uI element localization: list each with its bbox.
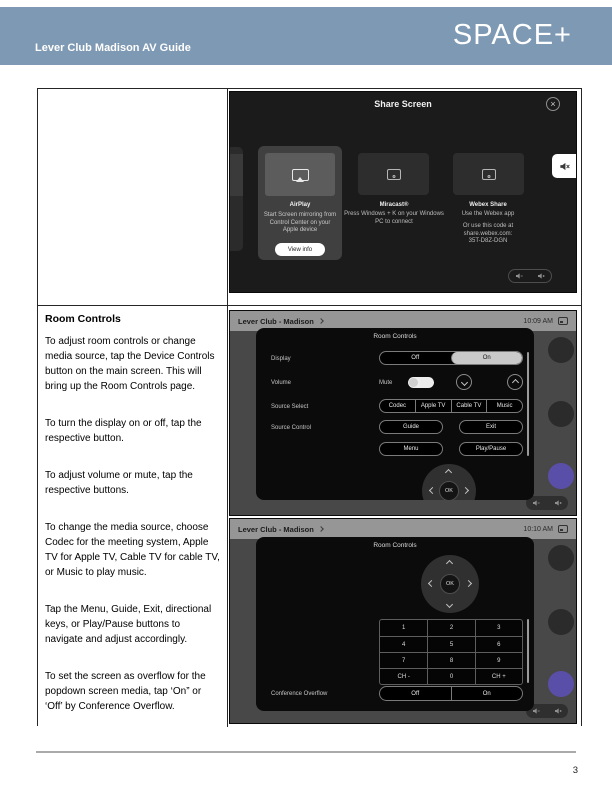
volume-label: Volume xyxy=(271,380,292,386)
volume-down-icon[interactable] xyxy=(532,499,540,507)
device-controls-button[interactable] xyxy=(548,463,574,489)
volume-down-icon[interactable] xyxy=(515,272,523,280)
volume-up-button[interactable] xyxy=(507,374,523,390)
display-off-button[interactable]: Off xyxy=(411,355,420,361)
dpad-up-icon[interactable] xyxy=(446,560,453,567)
key-0[interactable]: 0 xyxy=(427,668,474,684)
footer-divider xyxy=(36,751,576,753)
volume-up-icon[interactable] xyxy=(537,272,545,280)
webex-code-instruction: Or use this code at share.webex.com: xyxy=(462,223,514,237)
instruction-paragraph: To change the media source, choose Codec for the meeting system, Apple TV for Apple TV, Cable TV for cable TV, or Music to play music. xyxy=(45,522,220,578)
screenshot-room-controls-1 xyxy=(229,310,577,516)
directional-pad[interactable] xyxy=(422,464,476,500)
ok-label: OK xyxy=(446,581,454,587)
display-on-button[interactable]: On xyxy=(451,352,523,364)
table-cell-share-screenshot xyxy=(228,89,581,306)
mute-tab-button[interactable] xyxy=(552,154,576,178)
source-select-group xyxy=(379,399,523,413)
document-title: Lever Club Madison AV Guide xyxy=(35,42,191,54)
volume-controls[interactable] xyxy=(508,269,552,283)
instruction-paragraph: To adjust volume or mute, tap the respective buttons. xyxy=(45,470,193,496)
miracast-icon xyxy=(387,169,401,180)
breadcrumb-chevron-icon xyxy=(318,526,324,532)
instruction-paragraph: To turn the display on or off, tap the respective button. xyxy=(45,418,202,444)
ok-label: OK xyxy=(445,488,453,494)
key-1[interactable]: 1 xyxy=(401,625,406,631)
conference-overflow-control xyxy=(379,686,523,701)
key-5[interactable]: 5 xyxy=(427,636,474,652)
overflow-on-button[interactable]: On xyxy=(451,687,523,700)
instruction-paragraph: To adjust room controls or change media source, tap the Device Controls button on the main screen. This will bring up the Room Controls page. xyxy=(45,336,215,392)
selfview-icon[interactable] xyxy=(558,525,568,533)
close-button[interactable] xyxy=(546,97,560,111)
background-button xyxy=(548,609,574,635)
background-button xyxy=(548,545,574,571)
webex-share-code: 35T-D8Z-DGN xyxy=(468,238,508,244)
table-cell-empty xyxy=(38,89,228,306)
volume-up-icon[interactable] xyxy=(554,707,562,715)
dpad-up-icon[interactable] xyxy=(445,469,452,476)
key-channel-down[interactable]: CH - xyxy=(380,668,427,684)
display-label: Display xyxy=(271,356,291,362)
key-6[interactable]: 6 xyxy=(475,636,522,652)
device-controls-button[interactable] xyxy=(548,671,574,697)
dpad-left-icon[interactable] xyxy=(428,580,435,587)
background-button xyxy=(548,401,574,427)
room-name[interactable]: Lever Club - Madison xyxy=(238,316,314,326)
mute-toggle[interactable] xyxy=(408,377,434,388)
screenshot-room-controls-2 xyxy=(229,518,577,724)
section-heading: Room Controls xyxy=(45,313,121,325)
share-screen-title: Share Screen xyxy=(374,99,432,109)
key-7[interactable]: 7 xyxy=(380,652,427,668)
background-button xyxy=(548,337,574,363)
breadcrumb-chevron-icon xyxy=(318,318,324,324)
table-cell-instructions xyxy=(38,306,228,727)
clock: 10:09 AM xyxy=(523,317,553,325)
source-control-label: Source Control xyxy=(271,425,312,431)
modal-title: Room Controls xyxy=(373,542,417,549)
room-controls-modal xyxy=(256,328,534,500)
webex-share-description: Use the Webex app xyxy=(461,211,515,217)
dpad-left-icon[interactable] xyxy=(429,487,436,494)
volume-down-button[interactable] xyxy=(456,374,472,390)
header-bar xyxy=(0,7,612,65)
source-codec-button[interactable]: Codec xyxy=(388,403,407,409)
toggle-knob xyxy=(409,378,418,387)
partial-card-icon-area xyxy=(230,154,243,196)
number-keypad xyxy=(379,619,523,685)
source-cable-tv-button[interactable]: Cable TV xyxy=(451,400,487,412)
directional-pad[interactable] xyxy=(421,555,479,613)
display-segmented-control xyxy=(379,351,523,365)
status-bar xyxy=(230,519,576,539)
view-info-button[interactable] xyxy=(275,243,325,256)
page-number: 3 xyxy=(572,765,578,776)
webex-share-icon xyxy=(482,169,496,180)
scrollbar[interactable] xyxy=(527,619,529,683)
key-4[interactable]: 4 xyxy=(380,636,427,652)
room-name[interactable]: Lever Club - Madison xyxy=(238,524,314,534)
airplay-icon-area xyxy=(265,153,335,196)
source-select-label: Source Select xyxy=(271,404,309,410)
miracast-title: Miracast® xyxy=(379,202,409,208)
exit-button[interactable]: Exit xyxy=(459,420,523,434)
dpad-right-icon[interactable] xyxy=(465,580,472,587)
instruction-paragraph: To set the screen as overflow for the popdown screen media, tap ‘On” or ‘Off’ by Conference Overflow. xyxy=(45,671,206,712)
speaker-muted-icon xyxy=(559,161,570,172)
modal-title: Room Controls xyxy=(373,333,417,340)
webex-share-title: Webex Share xyxy=(469,202,507,208)
mute-label: Mute xyxy=(379,380,393,386)
dpad-down-icon[interactable] xyxy=(446,601,453,608)
conference-overflow-label: Conference Overflow xyxy=(271,691,328,697)
source-music-button[interactable]: Music xyxy=(486,400,522,412)
partial-source-card[interactable] xyxy=(230,147,243,251)
close-icon: × xyxy=(550,98,556,109)
instruction-paragraph: Tap the Menu, Guide, Exit, directional keys, or Play/Pause buttons to navigate and adjust accordingly. xyxy=(45,604,212,645)
guide-button[interactable]: Guide xyxy=(379,420,443,434)
clock: 10:10 AM xyxy=(523,525,553,533)
webex-share-card[interactable] xyxy=(453,153,524,195)
menu-button[interactable]: Menu xyxy=(379,442,443,456)
key-3[interactable]: 3 xyxy=(475,620,522,636)
scrollbar[interactable] xyxy=(527,352,529,456)
airplay-description: Start Screen mirroring from Control Center on your Apple device xyxy=(263,212,337,233)
chevron-up-icon xyxy=(511,378,518,385)
view-info-label: View info xyxy=(287,246,313,253)
selfview-icon[interactable] xyxy=(558,317,568,325)
room-controls-modal xyxy=(256,537,534,711)
content-table xyxy=(37,88,582,726)
overflow-off-button[interactable]: Off xyxy=(411,690,420,697)
volume-down-icon[interactable] xyxy=(532,707,540,715)
volume-controls[interactable] xyxy=(526,496,568,510)
miracast-description: Press Windows + K on your Windows PC to connect xyxy=(344,211,444,225)
dpad-right-icon[interactable] xyxy=(462,487,469,494)
key-9[interactable]: 9 xyxy=(475,652,522,668)
airplay-icon xyxy=(292,169,309,181)
ok-button[interactable] xyxy=(440,574,460,594)
miracast-card[interactable] xyxy=(358,153,429,195)
ok-button[interactable] xyxy=(439,481,459,500)
table-cell-panel-screenshots xyxy=(228,306,581,727)
volume-up-icon[interactable] xyxy=(554,499,562,507)
space-plus-logo: SPACE+ xyxy=(452,19,572,51)
key-2[interactable]: 2 xyxy=(427,620,474,636)
airplay-title: AirPlay xyxy=(289,202,311,208)
key-8[interactable]: 8 xyxy=(427,652,474,668)
source-apple-tv-button[interactable]: Apple TV xyxy=(415,400,451,412)
play-pause-button[interactable]: Play/Pause xyxy=(459,442,523,456)
key-channel-up[interactable]: CH + xyxy=(475,668,522,684)
chevron-down-icon xyxy=(460,378,467,385)
airplay-card[interactable] xyxy=(258,146,342,260)
screenshot-share-screen xyxy=(229,91,577,293)
